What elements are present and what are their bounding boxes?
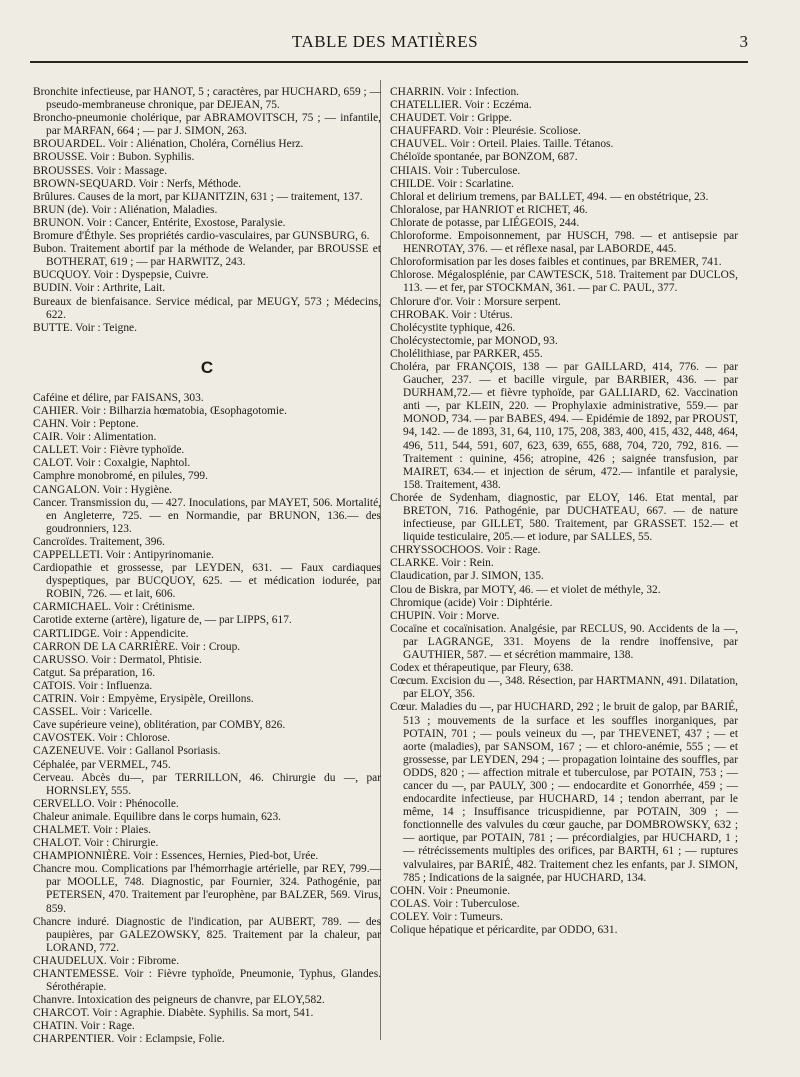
index-entry: Chloroforme. Empoisonnement, par HUSCH, 798. — et antisepsie par HENROTAY, 376. — et réflexe nasal, par LABORDE, 445. [390, 230, 738, 256]
index-entry: CATOIS. Voir : Influenza. [33, 679, 153, 692]
index-entry: Cave supérieure veine), oblitération, par COMBY, 826. [33, 719, 286, 732]
index-entry: BUTTE. Voir : Teigne. [33, 321, 137, 334]
index-entry: CHATELLIER. Voir : Eczéma. [390, 99, 532, 112]
section-letter: C [200, 357, 214, 377]
index-entry: Cœur. Maladies du —, par HUCHARD, 292 ; le bruit de galop, par BARIÉ, 513 ; mouvements de la surface et les souffles inorganiques, par POTAIN, 701 ; — pouls veineux du —, par THEVENET, 437 ; — et aorte (maladies), par SANSOM, 167 ; — et chloro-anémie, 555 ; — et grossesse, par LEYDEN, 294 ; — propagation lointaine des souffles, par ODDS, 820 ; — affection mitrale et tuberculose, par POTAIN, 753 ; — cancer du —, par PAULY, 300 ; — endocardite et Gonorrhée, 459 ; — endocardite infectieuse, par HUCHARD, 14 ; tendon aberrant, par le même, 14 ; Insuffisance tricuspidienne, par POTAIN, 309 ; — fonctionnelle des valvules du cœur gauche, par DOMBROWSKY, 632 ; — aortique, par POTAIN, 781 ; — précordialgies, par HUCHARD, 1 ; — rétrécissements multiples des orifices, par BARTH, 61 ; — ruptures valvulaires, par BARIÉ, 482. Traitement chez les enfants, par J. SIMON, 785 ; Indications de la saignée, par HUCHARD, 134. [390, 701, 738, 884]
index-entry: Chloroformisation par les doses faibles et continues, par BREMER, 741. [390, 256, 722, 269]
index-entry: CAPPELLETI. Voir : Antipyrinomanie. [33, 549, 214, 561]
index-entry: CASSEL. Voir : Varicelle. [33, 706, 153, 719]
index-entry: BROUSSES. Voir : Massage. [33, 164, 168, 177]
index-entry: Camphre monobromé, en pilules, 799. [33, 470, 208, 483]
index-entry: BROWN-SEQUARD. Voir : Nerfs, Méthode. [33, 177, 242, 190]
index-entry: Bureaux de bienfaisance. Service médical, par MEUGY, 573 ; Médecins, 622. [33, 295, 381, 321]
index-entry: CLARKE. Voir : Rein. [390, 557, 494, 570]
index-entry: CHILDE. Voir : Scarlatine. [390, 177, 514, 190]
right-column [390, 86, 738, 1036]
index-entry: CARUSSO. Voir : Dermatol, Phtisie. [33, 653, 202, 666]
index-entry: CANGALON. Voir : Hygiène. [33, 483, 173, 496]
index-entry: Bronchite infectieuse, par HANOT, 5 ; caractères, par HUCHARD, 659 ; — pseudo-membraneuse chronique, par DEJEAN, 75. [33, 86, 381, 112]
index-entry: CHROBAK. Voir : Utérus. [390, 308, 513, 321]
index-entry: Cancer. Transmission du, — 427. Inoculations, par MAYET, 506. Mortalité, en Angleterre, 725. — en Normandie, par BRUNON, 136.— des goudronniers, 123. [33, 496, 381, 535]
index-entry: BRUN (de). Voir : Aliénation, Maladies. [33, 203, 218, 216]
index-entry: Chlorure d'or. Voir : Morsure serpent. [390, 295, 561, 308]
index-entry: CHUPIN. Voir : Morve. [390, 609, 500, 622]
index-entry: Chanvre. Intoxication des peigneurs de chanvre, par ELOY,582. [33, 994, 325, 1007]
index-entry: Bubon. Traitement abortif par la méthode de Welander, par BROUSSE et BOTHERAT, 619 ; — par HARWITZ, 243. [33, 243, 381, 269]
index-entry: Cocaïne et cocaïnisation. Analgésie, par RECLUS, 90. Accidents de la —, par LAGRANGE, 331. Moyens de la rendre inoffensive, par GAUTHIER, 587. — et sécrétion mammaire, 138. [390, 622, 738, 662]
index-entry: CHRYSSOCHOOS. Voir : Rage. [390, 544, 541, 557]
index-entry: Chancre induré. Diagnostic de l'indication, par AUBERT, 789. — des paupières, par GALEZOWSKY, 825. Traitement par la chaleur, par LORAND, 772. [33, 915, 381, 954]
index-entry: CARRON DE LA CARRIÈRE. Voir : Croup. [33, 640, 241, 653]
index-entry: Catgut. Sa préparation, 16. [33, 666, 156, 679]
left-column [33, 86, 381, 1046]
index-entry: BRUNON. Voir : Cancer, Entérite, Exostose, Paralysie. [33, 216, 286, 229]
page-number: 3 [739, 32, 748, 51]
index-entry: CHARRIN. Voir : Infection. [390, 86, 519, 98]
index-entry: CATRIN. Voir : Empyème, Erysipèle, Oreillons. [33, 693, 254, 706]
index-entry: Cancroïdes. Traitement, 396. [33, 535, 165, 548]
index-entry: CHAUFFARD. Voir : Pleurésie. Scoliose. [390, 125, 581, 138]
index-entry: Colique hépatique et péricardite, par ODDO, 631. [390, 924, 618, 936]
index-entry: Chromique (acide) Voir : Diphtérie. [390, 596, 553, 609]
index-entry: COHN. Voir : Pneumonie. [390, 884, 511, 897]
index-entry: COLEY. Voir : Tumeurs. [390, 910, 503, 923]
index-entry: Codex et thérapeutique, par Fleury, 638. [390, 662, 574, 675]
index-entry: CHALOT. Voir : Chirurgie. [33, 837, 159, 850]
index-entry: Chloral et delirium tremens, par BALLET, 494. — en obstétrique, 23. [390, 190, 709, 203]
index-entry: Cerveau. Abcès du—, par TERRILLON, 46. Chirurgie du —, par HORNSLEY, 555. [33, 771, 381, 797]
index-entry: Cholélithiase, par PARKER, 455. [390, 347, 543, 360]
index-entry: BROUARDEL. Voir : Aliénation, Choléra, Cornélius Herz. [33, 138, 304, 151]
index-entry: Choléra, par FRANÇOIS, 138 — par GAILLARD, 414, 776. — par Gaucher, 237. — et bacille virgule, par BARBIER, 436. — par DURHAM,72.— et fièvre typhoïde, par GALLIARD, 62. Vaccination anti —, par KLEIN, 220. — Prophylaxie administrative, 559.— par MONOD, 734. — par BABES, 494. — Epidémie de 1892, par PROUST, 94, 142. — de 1893, 31, 64, 110, 175, 208, 383, 400, 415, 432, 448, 464, 496, 511, 544, 591, 607, 623, 639, 655, 688, 704, 720, 792, 816. — Traitement : quinine, 456; atropine, 426 ; saignée transfusion, par MAIRET, 634.— et injection de sérum, 472.— infantile et paralysie, 158. Traitement, 438. [390, 360, 738, 491]
entries-b-list [33, 86, 381, 335]
index-entry: CAHIER. Voir : Bilharzia hœmatobia, Œsophagotomie. [33, 404, 287, 417]
index-entry: Chlorose. Mégalosplénie, par CAWTESCK, 518. Traitement par DUCLOS, 113. — et fer, par STOCKMAN, 361. — par C. PAUL, 377. [390, 269, 738, 295]
index-entry: Cœcum. Excision du —, 348. Résection, par HARTMANN, 491. Dilatation, par ELOY, 356. [390, 675, 738, 701]
page-header [30, 32, 748, 54]
index-entry: Cholécystite typhique, 426. [390, 321, 516, 334]
index-entry: CAZENEUVE. Voir : Gallanol Psoriasis. [33, 745, 221, 758]
index-entry: BUCQUOY. Voir : Dyspepsie, Cuivre. [33, 269, 209, 282]
index-entry: BUDIN. Voir : Arthrite, Lait. [33, 282, 166, 295]
index-entry: CHALMET. Voir : Plaies. [33, 823, 152, 836]
index-entry: CALLET. Voir : Fièvre typhoïde. [33, 444, 185, 457]
index-entry: Caféine et délire, par FAISANS, 303. [33, 391, 204, 404]
index-entry: Chloralose, par HANRIOT et RICHET, 46. [390, 203, 588, 216]
entries-c-list [33, 392, 381, 1047]
index-entry: Brûlures. Causes de la mort, par KIJANITZIN, 631 ; — traitement, 137. [33, 190, 363, 203]
index-entry: COLAS. Voir : Tuberculose. [390, 897, 520, 910]
index-entry: CARTLIDGE. Voir : Appendicite. [33, 627, 189, 640]
index-entry: CERVELLO. Voir : Phénocolle. [33, 797, 179, 810]
index-entry: CHATIN. Voir : Rage. [33, 1020, 135, 1033]
index-entry: Chlorate de potasse, par LIÉGEOIS, 244. [390, 216, 580, 229]
index-entry: CHAUDELUX. Voir : Fibrome. [33, 954, 180, 967]
index-entry: CHAUVEL. Voir : Orteil. Plaies. Taille. Tétanos. [390, 138, 614, 151]
index-entry: Chéloïde spontanée, par BONZOM, 687. [390, 151, 578, 164]
index-entry: CALOT. Voir : Coxalgie, Naphtol. [33, 457, 191, 470]
index-entry: CARMICHAEL. Voir : Crétinisme. [33, 601, 195, 614]
index-entry: Carotide externe (artère), ligature de, — par LIPPS, 617. [33, 614, 292, 627]
index-entry: CHARPENTIER. Voir : Eclampsie, Folie. [33, 1033, 225, 1046]
index-entry: Cardiopathie et grossesse, par LEYDEN, 631. — Faux cardiaques dyspeptiques, par BUCQUOY, 625. — et médication iodurée, par ROBIN, 726. — et lait, 606. [33, 562, 381, 601]
index-entry: Chancre mou. Complications par l'hémorrhagie artérielle, par REY, 799.— par MOOLLE, 748. Diagnostic, par Fournier, 324. Pathogénie, par PETERSEN, 470. Traitement par l'europhène, par BALZER, 569. Virus, 859. [33, 863, 381, 915]
index-entry: CAHN. Voir : Peptone. [33, 418, 139, 431]
page-title: TABLE DES MATIÈRES [291, 32, 479, 51]
index-entry: CHANTEMESSE. Voir : Fièvre typhoïde, Pneumonie, Typhus, Glandes. Sérothérapie. [33, 968, 381, 994]
index-entry: CAVOSTEK. Voir : Chlorose. [33, 732, 171, 745]
index-entry: CHAMPIONNIÈRE. Voir : Essences, Hernies, Pied-bot, Urée. [33, 850, 319, 863]
index-entry: Chorée de Sydenham, diagnostic, par ELOY, 146. Etat mental, par BRETON, 716. Pathogénie, par DUCHATEAU, 667. — de nature infectieuse, par GILLET, 580. Traitement, par GRASSET. 152.— et liquide testiculaire, 205.— et iodure, par SALLES, 55. [390, 491, 738, 544]
index-entry: Claudication, par J. SIMON, 135. [390, 570, 544, 583]
entries-right-list [390, 86, 738, 937]
index-entry: CHARCOT. Voir : Agraphie. Diabète. Syphilis. Sa mort, 541. [33, 1007, 314, 1020]
index-entry: Bromure d'Éthyle. Ses propriétés cardio-vasculaires, par GUNSBURG, 6. [33, 230, 370, 243]
index-entry: Clou de Biskra, par MOTY, 46. — et violet de méthyle, 32. [390, 583, 661, 596]
index-entry: Broncho-pneumonie cholérique, par ABRAMOVITSCH, 75 ; — infantile, par MARFAN, 664 ; — par J. SIMON, 263. [33, 112, 381, 138]
index-entry: BROUSSE. Voir : Bubon. Syphilis. [33, 151, 195, 164]
index-entry: CHAUDET. Voir : Grippe. [390, 112, 512, 125]
header-rule [30, 61, 748, 63]
index-entry: Chaleur animale. Equilibre dans le corps humain, 623. [33, 810, 281, 823]
index-entry: CAIR. Voir : Alimentation. [33, 431, 157, 444]
index-entry: CHIAIS. Voir : Tuberculose. [390, 164, 521, 177]
index-entry: Cholécystectomie, par MONOD, 93. [390, 334, 558, 347]
index-entry: Céphalée, par VERMEL, 745. [33, 758, 171, 771]
